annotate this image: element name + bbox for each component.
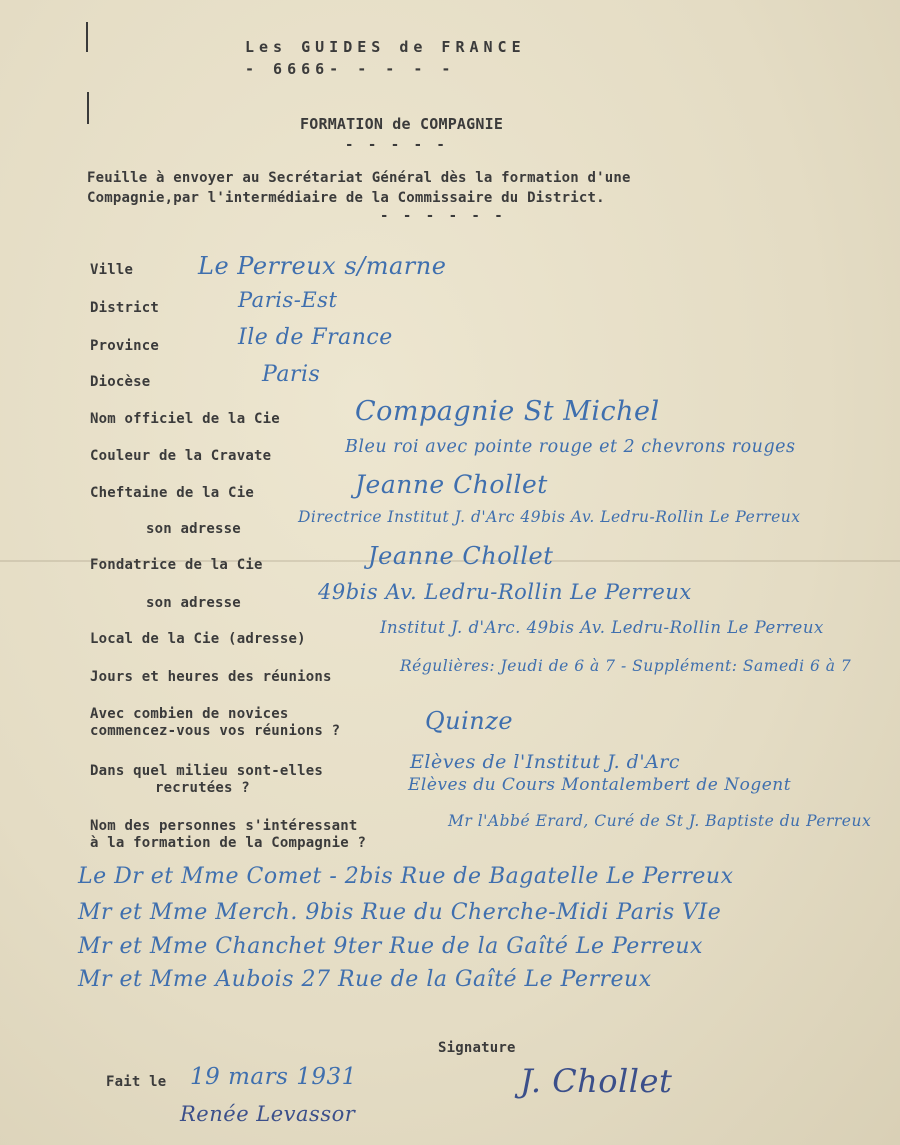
value-local: Institut J. d'Arc. 49bis Av. Ledru-Rollin Le Perreux	[380, 618, 824, 637]
value-nom-officiel: Compagnie St Michel	[355, 396, 660, 427]
org-rule: - 6666- - - - -	[245, 60, 456, 78]
margin-mark	[87, 92, 89, 124]
signature-handwritten: J. Chollet	[520, 1062, 673, 1100]
org-name: Les GUIDES de FRANCE	[245, 38, 526, 56]
label-fondatrice: Fondatrice de la Cie	[90, 557, 263, 573]
label-novices-2: commencez-vous vos réunions ?	[90, 723, 341, 739]
list-item: Mr et Mme Chanchet 9ter Rue de la Gaîté Le Perreux	[78, 934, 703, 959]
label-milieu-2: recrutées ?	[155, 780, 250, 796]
signature-label: Signature	[438, 1040, 516, 1056]
label-couleur-cravate: Couleur de la Cravate	[90, 448, 272, 464]
fait-label: Fait le	[106, 1074, 167, 1090]
list-item: Mr et Mme Aubois 27 Rue de la Gaîté Le Perreux	[78, 967, 652, 992]
value-diocese: Paris	[262, 362, 321, 387]
label-ville: Ville	[90, 262, 134, 278]
label-local: Local de la Cie (adresse)	[90, 631, 306, 647]
label-milieu-1: Dans quel milieu sont-elles	[90, 763, 323, 779]
label-jours: Jours et heures des réunions	[90, 669, 332, 685]
label-diocese: Diocèse	[90, 374, 151, 390]
value-novices: Quinze	[425, 707, 514, 735]
label-nom-officiel: Nom officiel de la Cie	[90, 411, 280, 427]
value-personnes: Mr l'Abbé Erard, Curé de St J. Baptiste du Perreux	[448, 812, 872, 830]
instruction-line-1: Feuille à envoyer au Secrétariat Général dès la formation d'une	[87, 170, 631, 186]
label-personnes-2: à la formation de la Compagnie ?	[90, 835, 367, 851]
label-cheftaine-adresse: son adresse	[146, 521, 241, 537]
second-signature: Renée Levassor	[180, 1102, 356, 1126]
label-district: District	[90, 300, 160, 316]
label-cheftaine: Cheftaine de la Cie	[90, 485, 254, 501]
value-province: Ile de France	[238, 325, 393, 350]
value-couleur-cravate: Bleu roi avec pointe rouge et 2 chevrons rouges	[345, 437, 796, 457]
title-rule: - - - - -	[345, 137, 448, 153]
label-fondatrice-adresse: son adresse	[146, 595, 241, 611]
value-milieu-2: Elèves du Cours Montalembert de Nogent	[408, 775, 792, 795]
value-jours: Régulières: Jeudi de 6 à 7 - Supplément: Samedi 6 à 7	[400, 657, 852, 675]
margin-mark	[86, 22, 88, 52]
value-fondatrice: Jeanne Chollet	[368, 542, 554, 570]
value-date: 19 mars 1931	[190, 1064, 357, 1090]
label-personnes-1: Nom des personnes s'intéressant	[90, 818, 358, 834]
form-title: FORMATION de COMPAGNIE	[300, 115, 504, 133]
value-milieu-1: Elèves de l'Institut J. d'Arc	[410, 751, 681, 773]
instruction-line-2: Compagnie,par l'intermédiaire de la Commissaire du District.	[87, 190, 605, 206]
instruction-rule: - - - - - -	[380, 208, 506, 224]
list-item: Le Dr et Mme Comet - 2bis Rue de Bagatelle Le Perreux	[78, 864, 734, 889]
value-cheftaine: Jeanne Chollet	[355, 470, 548, 499]
list-item: Mr et Mme Merch. 9bis Rue du Cherche-Midi Paris VIe	[78, 900, 722, 925]
value-ville: Le Perreux s/marne	[198, 252, 447, 280]
value-district: Paris-Est	[238, 288, 338, 312]
label-province: Province	[90, 338, 160, 354]
value-fondatrice-adresse: 49bis Av. Ledru-Rollin Le Perreux	[318, 580, 692, 604]
value-cheftaine-adresse: Directrice Institut J. d'Arc 49bis Av. Ledru-Rollin Le Perreux	[298, 508, 801, 526]
label-novices-1: Avec combien de novices	[90, 706, 289, 722]
